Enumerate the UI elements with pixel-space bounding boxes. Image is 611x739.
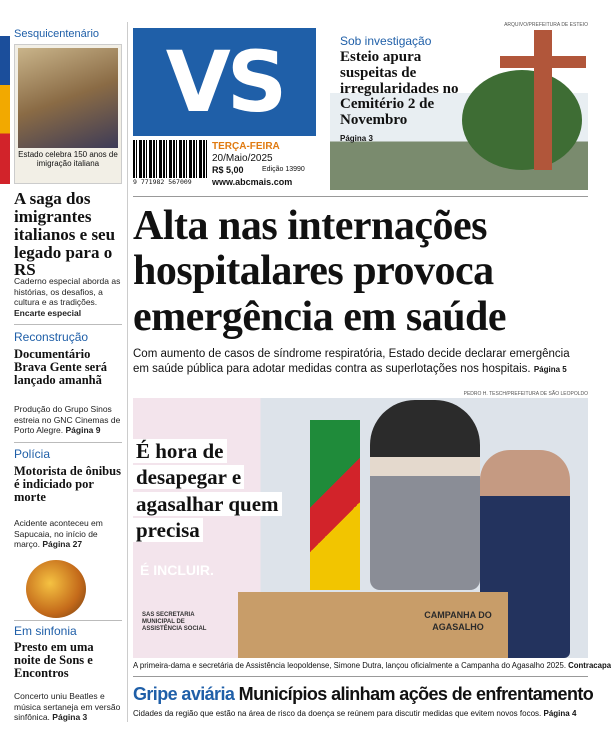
story4-headline[interactable]: Presto em uma noite de Sons e Encontros (14, 640, 94, 681)
bottom-ref: Página 4 (543, 709, 577, 718)
cross-vertical (534, 30, 552, 170)
divider (133, 196, 588, 197)
investigation-headline[interactable]: Esteio apura suspeitas de irregularidades no Cemitério 2 de Novembro (340, 49, 459, 128)
main-ref: Página 5 (533, 364, 567, 374)
story3-section: Polícia (14, 447, 51, 461)
vs-logo[interactable]: VS (133, 28, 316, 136)
first-lady-figure (370, 400, 480, 590)
bottom-section: Gripe aviária (133, 684, 235, 704)
banner-text: É INCLUIR. (140, 562, 214, 578)
story2-headline[interactable]: Documentário Brava Gente será lançado amanhã (14, 347, 108, 388)
story1-text: Caderno especial aborda as histórias, os desafios, a cultura e as tradições. Encarte especial (14, 276, 121, 318)
divider (14, 324, 122, 325)
investigation-section: Sob investigação (340, 34, 432, 48)
price: R$ 5,00 (212, 165, 244, 175)
story4-ref: Página 3 (52, 712, 88, 723)
photo-credit: PEDRO H. TESCH/PREFEITURA DE SÃO LEOPOLDO (463, 391, 588, 397)
sesquicentenario-caption: Estado celebra 150 anos de imigração italiana (18, 150, 118, 169)
bottom-headline-line[interactable] (133, 684, 593, 705)
edition: Edição 13990 (262, 166, 305, 173)
photo-caption-ref: Contracapa (568, 661, 611, 670)
main-deck: Com aumento de casos de síndrome respiratória, Estado decide declarar emergência em saúde pública para adotar medidas contra as superlotações nos hospitais. Página 5 (133, 348, 570, 375)
column-divider (127, 22, 128, 722)
sas-text: SAS SECRETARIA MUNICIPAL DE ASSISTÊNCIA SOCIAL (142, 612, 207, 633)
divider (133, 676, 588, 677)
main-headline[interactable]: Alta nas internações hospitalares provoca emergência em saúde (133, 203, 507, 340)
story3-headline[interactable]: Motorista de ônibus é indiciado por morte (14, 464, 121, 505)
bottom-headline: Municípios alinham ações de enfrentamento (238, 684, 594, 704)
photo-caption: A primeira-dama e secretária de Assistência leopoldense, Simone Dutra, lançou oficialmente a Campanha do Agasalho 2025. Contracapa (133, 661, 611, 670)
flag-stripe (0, 36, 10, 184)
weekday: TERÇA-FEIRA (212, 141, 280, 152)
sesquicentenario-image (18, 48, 118, 148)
orchestra-image (26, 560, 86, 618)
barcode-number: 9 771982 567009 (133, 178, 192, 186)
story2-text: Produção do Grupo Sinos estreia no GNC Cinemas de Porto Alegre. Página 9 (14, 404, 121, 436)
investigation-ref: Página 3 (340, 134, 373, 143)
divider (14, 620, 122, 621)
site-url[interactable]: www.abcmais.com (212, 177, 293, 187)
story3-ref: Página 27 (42, 539, 83, 550)
bottom-text: Cidades da região que estão na área de risco da doença se reúnem para discutir medidas que evitem novos focos. Página 4 (133, 709, 577, 718)
story2-ref: Página 9 (65, 425, 101, 436)
story1-ref: Encarte especial (14, 307, 82, 318)
box-label: CAMPANHA DO AGASALHO (424, 610, 492, 632)
investigation-photo-credit: ARQUIVO/PREFEITURA DE ESTEIO (504, 22, 588, 28)
divider (14, 442, 122, 443)
photo-overlay-headline[interactable]: É hora de desapegar e agasalhar quem precisa (133, 438, 293, 543)
story2-section: Reconstrução (14, 330, 89, 344)
story4-text: Concerto uniu Beatles e música sertaneja em versão sinfônica. Página 3 (14, 691, 121, 723)
date: 20/Maio/2025 (212, 153, 273, 164)
sesquicentenario-label: Sesquicentenário (14, 28, 122, 44)
tree-shape (462, 70, 582, 170)
rs-flag (310, 420, 360, 590)
cross-horizontal (500, 56, 586, 68)
barcode (133, 140, 207, 178)
story1-headline[interactable]: A saga dos imigrantes italianos e seu legado para o RS (14, 189, 116, 280)
story3-text: Acidente aconteceu em Sapucaia, no início de março. Página 27 (14, 518, 103, 550)
story4-section: Em sinfonia (14, 624, 77, 638)
